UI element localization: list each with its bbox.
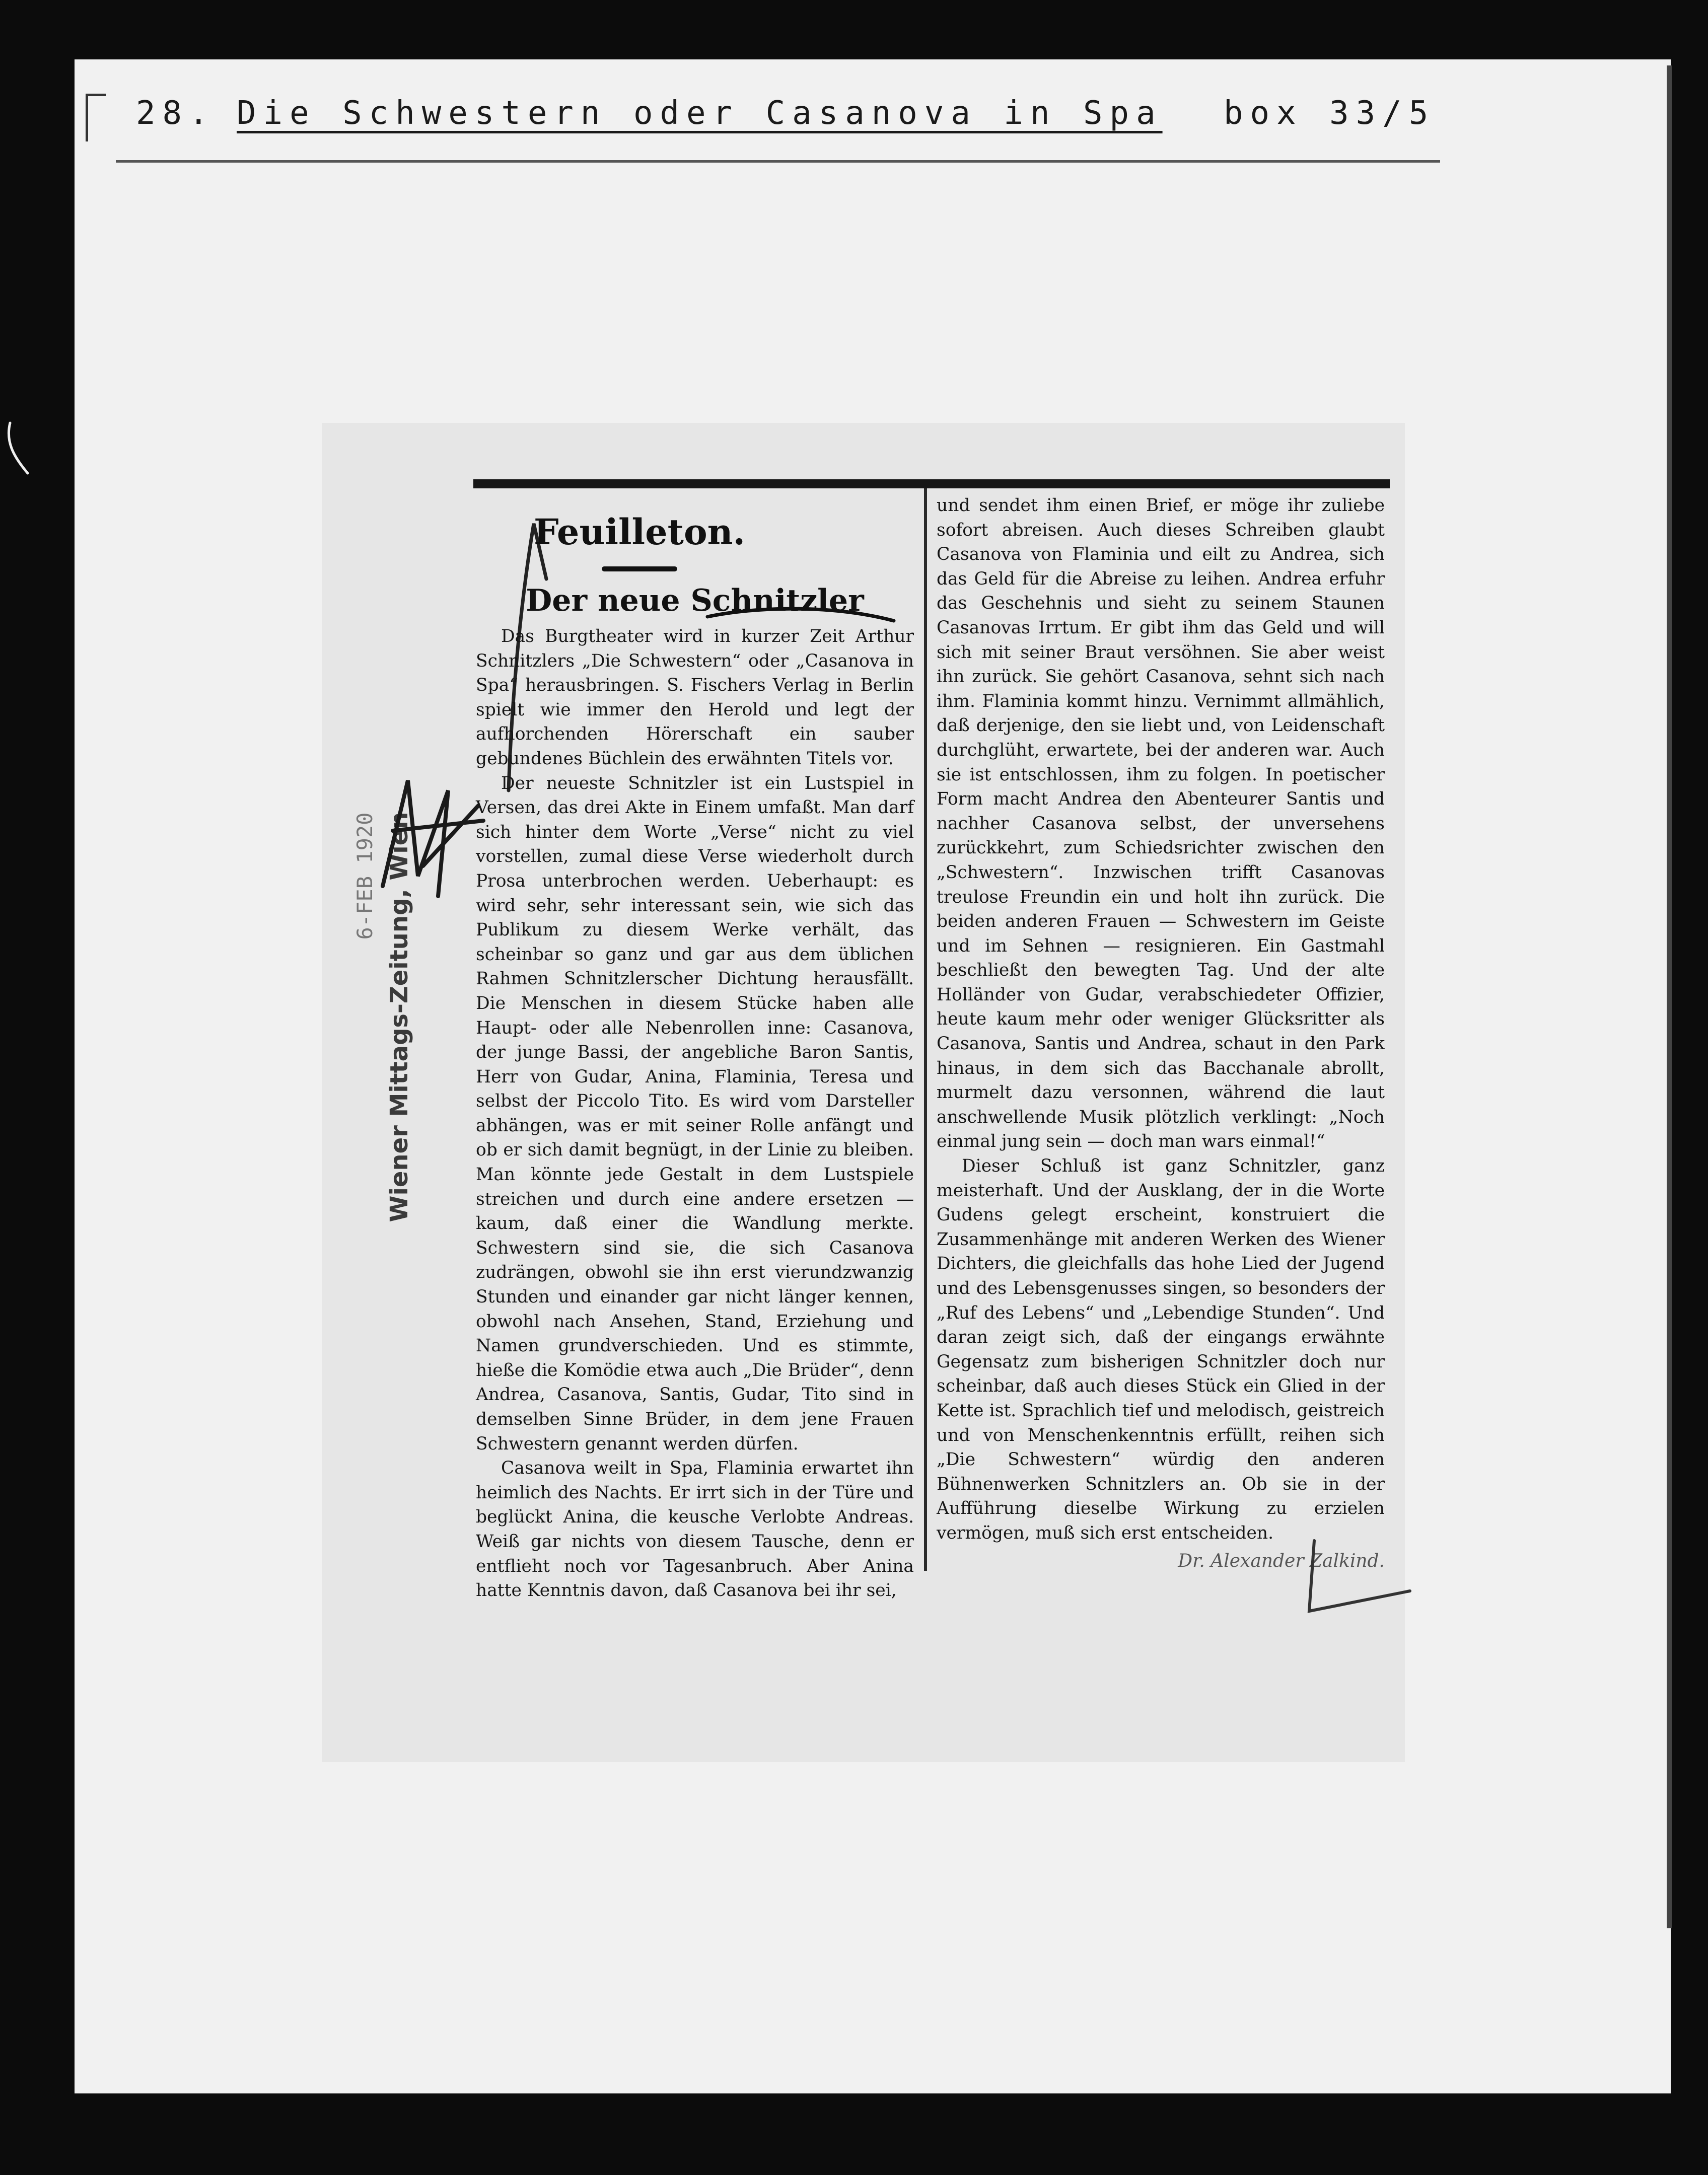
headline-strike-mark xyxy=(705,602,896,627)
paragraph: Das Burgtheater wird in kurzer Zeit Arthur Schnitzlers „Die Schwestern“ oder „Casanova in Spa“ herausbringen. S. Fischers Verlag in Berlin spielt wie immer den Herold und legt der aufhorchenden Hörerschaft ein sauber gebundenes Büchlein des erwähnten Titels vor. xyxy=(476,626,914,769)
paragraph: Casanova weilt in Spa, Flaminia erwartet ihn heimlich des Nachts. Er irrt sich in der Türe und beglückt Anina, die keusche Verlobte Andreas. Weiß gar nichts von diesem Tausche, denn er entflieht noch vor Tagesanbruch. Aber Anina hatte Kenntnis davon, daß Casanova bei ihr sei, xyxy=(476,1458,914,1601)
column-divider xyxy=(924,488,927,1571)
section-title: Feuilleton. xyxy=(534,511,745,553)
pen-scribble xyxy=(363,760,493,911)
item-title: Die Schwestern oder Casanova in Spa xyxy=(237,95,1163,132)
pen-check-mark xyxy=(1304,1531,1415,1621)
paragraph: Dieser Schluß ist ganz Schnitzler, ganz meisterhaft. Und der Ausklang, der in die Worte Gudens gelegt erscheint, konstruiert die Zusammenhänge mit anderen Werken des Wiener Dichters, die gleichfalls das hohe Lied der Jugend und des Lebensgenusses singen, so besonders der „Ruf des Lebens“ und „Lebendige Stunden“. Und daran zeigt sich, daß der eingangs erwähnte Gegensatz zum bisherigen Schnitzler doch nur scheinbar, daß auch dieses Stück ein Glied in der Kette ist. Sprachlich tief und melodisch, geistreich und von Menschenkenntnis erfüllt, reihen sich „Die Schwestern“ würdig den anderen Bühnenwerken Schnitzlers an. Ob sie in der Aufführung dieselbe Wirkung zu erzielen vermögen, muß sich erst entscheiden. xyxy=(937,1156,1385,1543)
paragraph: und sendet ihm einen Brief, er möge ihr zuliebe sofort abreisen. Auch dieses Schreiben glaubt Casanova von Flaminia und eilt zu Andrea, sich das Geld für die Abreise zu leihen. Andrea erfuhr das Geschehnis und sieht zu seinem Staunen Casanovas Irrtum. Er gibt ihm das Geld und will sich mit seiner Braut versöhnen. Sie aber weist ihn zurück. Sie gehört Casanova, sehnt sich nach ihm. Flaminia kommt hinzu. Vernimmt allmählich, daß derjenige, den sie liebt und, von Leidenschaft durchglüht, erwartete, bei der anderen war. Auch sie ist entschlossen, ihm zu folgen. In poetischer Form macht Andrea den Abenteurer Santis und nachher Casanova selbst, der unversehens zurückkehrt, zum Schiedsrichter zwischen den „Schwestern“. Inzwischen trifft Casanovas treulose Freundin ein und holt ihn zurück. Die beiden anderen Frauen — Schwestern im Geiste und im Sehnen — resignieren. Ein Gastmahl beschließt den bewegten Tag. Und der alte Holländer von Gudar, verabschiedeter Offizier, heute kaum mehr oder weniger Glücksritter als Casanova, Santis und Andrea, schaut in den Park hinaus, in dem sich das Bacchanale abrollt, murmelt dazu versonnen, während die laut anschwellende Musik plötzlich verklingt: „Noch einmal jung sein — doch man wars einmal!“ xyxy=(937,495,1385,1152)
box-number: box 33/5 xyxy=(1224,95,1436,132)
article-column-1 xyxy=(476,624,914,1603)
author-signature: Dr. Alexander Zalkind. xyxy=(1178,1551,1385,1571)
article-column-2 xyxy=(937,493,1385,1546)
newspaper-clipping xyxy=(322,423,1405,1762)
section-rule xyxy=(602,566,677,571)
folder-header xyxy=(136,91,1496,146)
item-number: 28. xyxy=(136,95,216,132)
paragraph: Der neueste Schnitzler ist ein Lustspiel in Versen, das drei Akte in Einem umfaßt. Man darf sich hinter dem Worte „Verse“ nicht zu viel vorstellen, zumal diese Verse wiederholt durch Prosa unterbrochen werden. Ueberhaupt: es wird sehr, sehr interessant sein, wie sich das Publikum zu diesem Werke verhält, das scheinbar so ganz und gar aus dem üblichen Rahmen Schnitzlerscher Dichtung herausfällt. Die Menschen in diesem Stücke haben alle Haupt- oder alle Nebenrollen inne: Casanova, der junge Bassi, der angebliche Baron Santis, Herr von Gudar, Anina, Flaminia, Teresa und selbst der Piccolo Tito. Es wird vom Darsteller abhängen, was er mit seiner Rolle anfängt und ob er sich damit begnügt, in der Linie zu bleiben. Man könnte jede Gestalt in dem Lustspiele streichen und durch eine andere ersetzen — kaum, daß einer die Wandlung merkte. Schwestern sind sie, die sich Casanova zudrängen, obwohl sie ihn erst vierundzwanzig Stunden und einander gar nicht länger kennen, obwohl nach Ansehen, Stand, Erziehung und Namen grundverschieden. Und es stimmte, hieße die Komödie etwa auch „Die Brüder“, denn Andrea, Casanova, Santis, Gudar, Tito sind in demselben Sinne Brüder, in dem jene Frauen Schwestern genannt werden dürfen. xyxy=(476,773,914,1454)
corner-bracket xyxy=(86,94,106,141)
header-rule xyxy=(116,160,1440,163)
clipping-top-rule xyxy=(473,479,1390,488)
sheet-edge-shadow xyxy=(1667,65,1672,1928)
edge-mark xyxy=(0,418,30,478)
source-stamp: Wiener Mittags-Zeitung, Wien xyxy=(385,812,413,1222)
article-headline: Der neue Schnitzler xyxy=(526,583,864,618)
date-stamp: 6-FEB 1920 xyxy=(352,812,377,940)
